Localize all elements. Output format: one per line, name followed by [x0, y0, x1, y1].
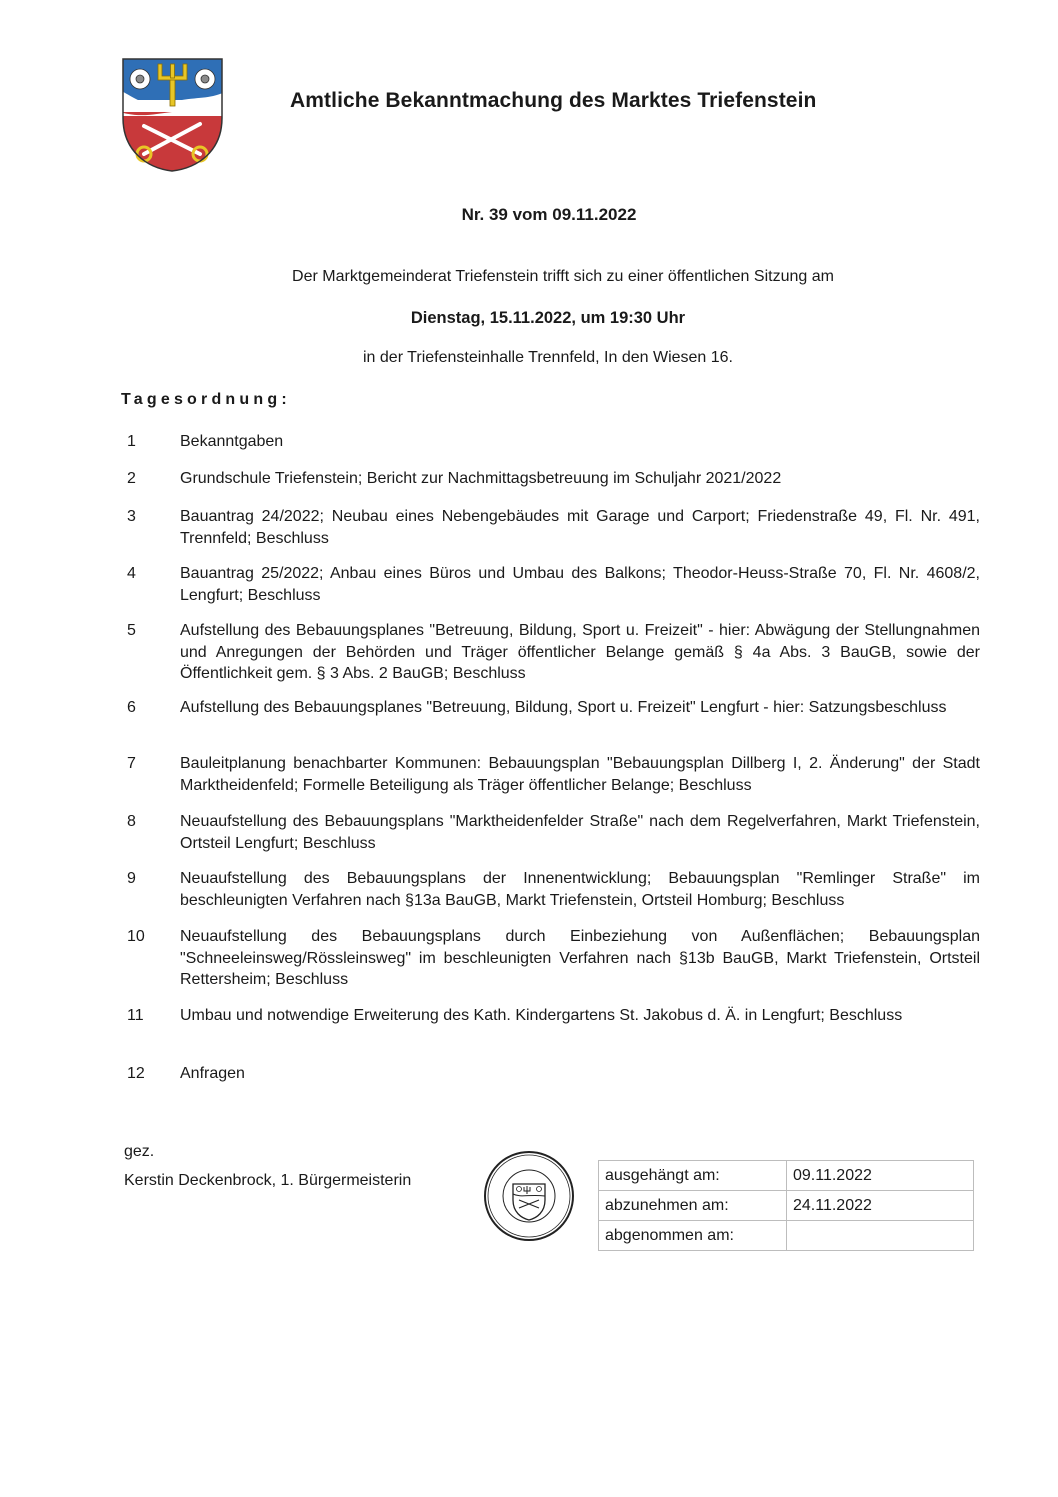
meeting-date: Dienstag, 15.11.2022, um 19:30 Uhr: [410, 309, 686, 327]
agenda-item-text: Grundschule Triefenstein; Bericht zur Nachmittagsbetreuung im Schuljahr 2021/2022: [180, 470, 782, 487]
posting-value: [787, 1221, 974, 1251]
agenda-item: [127, 868, 980, 911]
agenda-item-text: Aufstellung des Bebauungsplanes "Betreuung, Bildung, Sport u. Freizeit" Lengfurt - hier: Satzungsbeschluss: [180, 699, 947, 716]
agenda-item-text: Aufstellung des Bebauungsplanes "Betreuung, Bildung, Sport u. Freizeit" - hier: Abwägung der Stellungnahmen und Anregungen der Behörden und Träger öffentlicher Belange gemäß § 4a Abs. 3 BauGB, sowie der Öffentlichkeit gem. § 3 Abs. 2 BauGB; Beschluss: [180, 622, 980, 682]
agenda-item-text: Bauantrag 25/2022; Anbau eines Büros und Umbau des Balkons; Theodor-Heuss-Straße 70, Fl. Nr. 4608/2, Lengfurt; Beschluss: [180, 565, 980, 604]
agenda-item-number: 3: [127, 508, 136, 525]
posting-label: abgenommen am:: [599, 1221, 787, 1251]
coat-of-arms-icon: [120, 56, 225, 174]
agenda-item-number: 1: [127, 433, 136, 450]
agenda-item-number: 4: [127, 565, 136, 582]
agenda-item-number: 5: [127, 622, 136, 639]
table-row: [599, 1221, 974, 1251]
agenda-item-text: Bauleitplanung benachbarter Kommunen: Bebauungsplan "Bebauungsplan Dillberg I, 2. Änderung" der Stadt Marktheidenfeld; Formelle Beteiligung als Träger öffentlicher Belange; Beschluss: [180, 755, 980, 794]
agenda-item-text: Umbau und notwendige Erweiterung des Kath. Kindergartens St. Jakobus d. Ä. in Lengfurt; Beschluss: [180, 1007, 903, 1024]
agenda-item: [127, 1063, 980, 1085]
agenda-item-text: Bekanntgaben: [180, 433, 284, 450]
agenda-item: [127, 468, 980, 490]
agenda-item-text: Neuaufstellung des Bebauungsplans "Marktheidenfelder Straße" nach dem Regelverfahren, Markt Triefenstein, Ortsteil Lengfurt; Beschluss: [180, 813, 980, 852]
signed-marker: gez.: [124, 1143, 155, 1160]
announcement-number: Nr. 39 vom 09.11.2022: [461, 205, 637, 224]
agenda-item: [127, 620, 980, 685]
agenda-item-number: 6: [127, 699, 136, 716]
posting-label: abzunehmen am:: [599, 1191, 787, 1221]
agenda-item-number: 12: [127, 1065, 145, 1082]
agenda-item: [127, 753, 980, 796]
agenda-item: [127, 811, 980, 854]
agenda-heading: Tagesordnung:: [121, 391, 291, 408]
agenda-item-text: Neuaufstellung des Bebauungsplans der Innenentwicklung; Bebauungsplan "Remlinger Straße" im beschleunigten Verfahren nach §13a BauGB, Markt Triefenstein, Ortsteil Homburg; Beschluss: [180, 870, 980, 909]
agenda-item: [127, 1005, 980, 1027]
meeting-intro: Der Marktgemeinderat Triefenstein trifft sich zu einer öffentlichen Sitzung am: [292, 268, 834, 285]
meeting-place: in der Triefensteinhalle Trennfeld, In den Wiesen 16.: [363, 349, 733, 366]
posting-table: [598, 1160, 974, 1251]
official-seal-icon: [483, 1150, 575, 1242]
agenda-item: [127, 563, 980, 606]
agenda-item-number: 11: [127, 1007, 144, 1024]
agenda-item: [127, 506, 980, 549]
agenda-item: [127, 431, 980, 453]
agenda-item-number: 8: [127, 813, 136, 830]
posting-value: 09.11.2022: [787, 1161, 974, 1191]
agenda-item: [127, 926, 980, 991]
table-row: [599, 1161, 974, 1191]
agenda-item-text: Anfragen: [180, 1065, 245, 1082]
agenda-item-number: 10: [127, 928, 145, 945]
agenda-item-number: 7: [127, 755, 136, 772]
page-title: Amtliche Bekanntmachung des Marktes Triefenstein: [290, 89, 817, 112]
posting-label: ausgehängt am:: [599, 1161, 787, 1191]
agenda-item: [127, 697, 980, 719]
posting-value: 24.11.2022: [787, 1191, 974, 1221]
agenda-item-number: 9: [127, 870, 136, 887]
agenda-item-text: Bauantrag 24/2022; Neubau eines Nebengebäudes mit Garage und Carport; Friedenstraße 49, Fl. Nr. 491, Trennfeld; Beschluss: [180, 508, 980, 547]
signer-name: Kerstin Deckenbrock, 1. Bürgermeisterin: [124, 1172, 412, 1189]
agenda-item-number: 2: [127, 470, 136, 487]
table-row: [599, 1191, 974, 1221]
agenda-item-text: Neuaufstellung des Bebauungsplans durch Einbeziehung von Außenflächen; Bebauungsplan "Schneeleinsweg/Rössleinsweg" im beschleunigten Verfahren nach §13b BauGB, Markt Triefenstein, Ortsteil Rettersheim; Beschluss: [180, 928, 980, 988]
